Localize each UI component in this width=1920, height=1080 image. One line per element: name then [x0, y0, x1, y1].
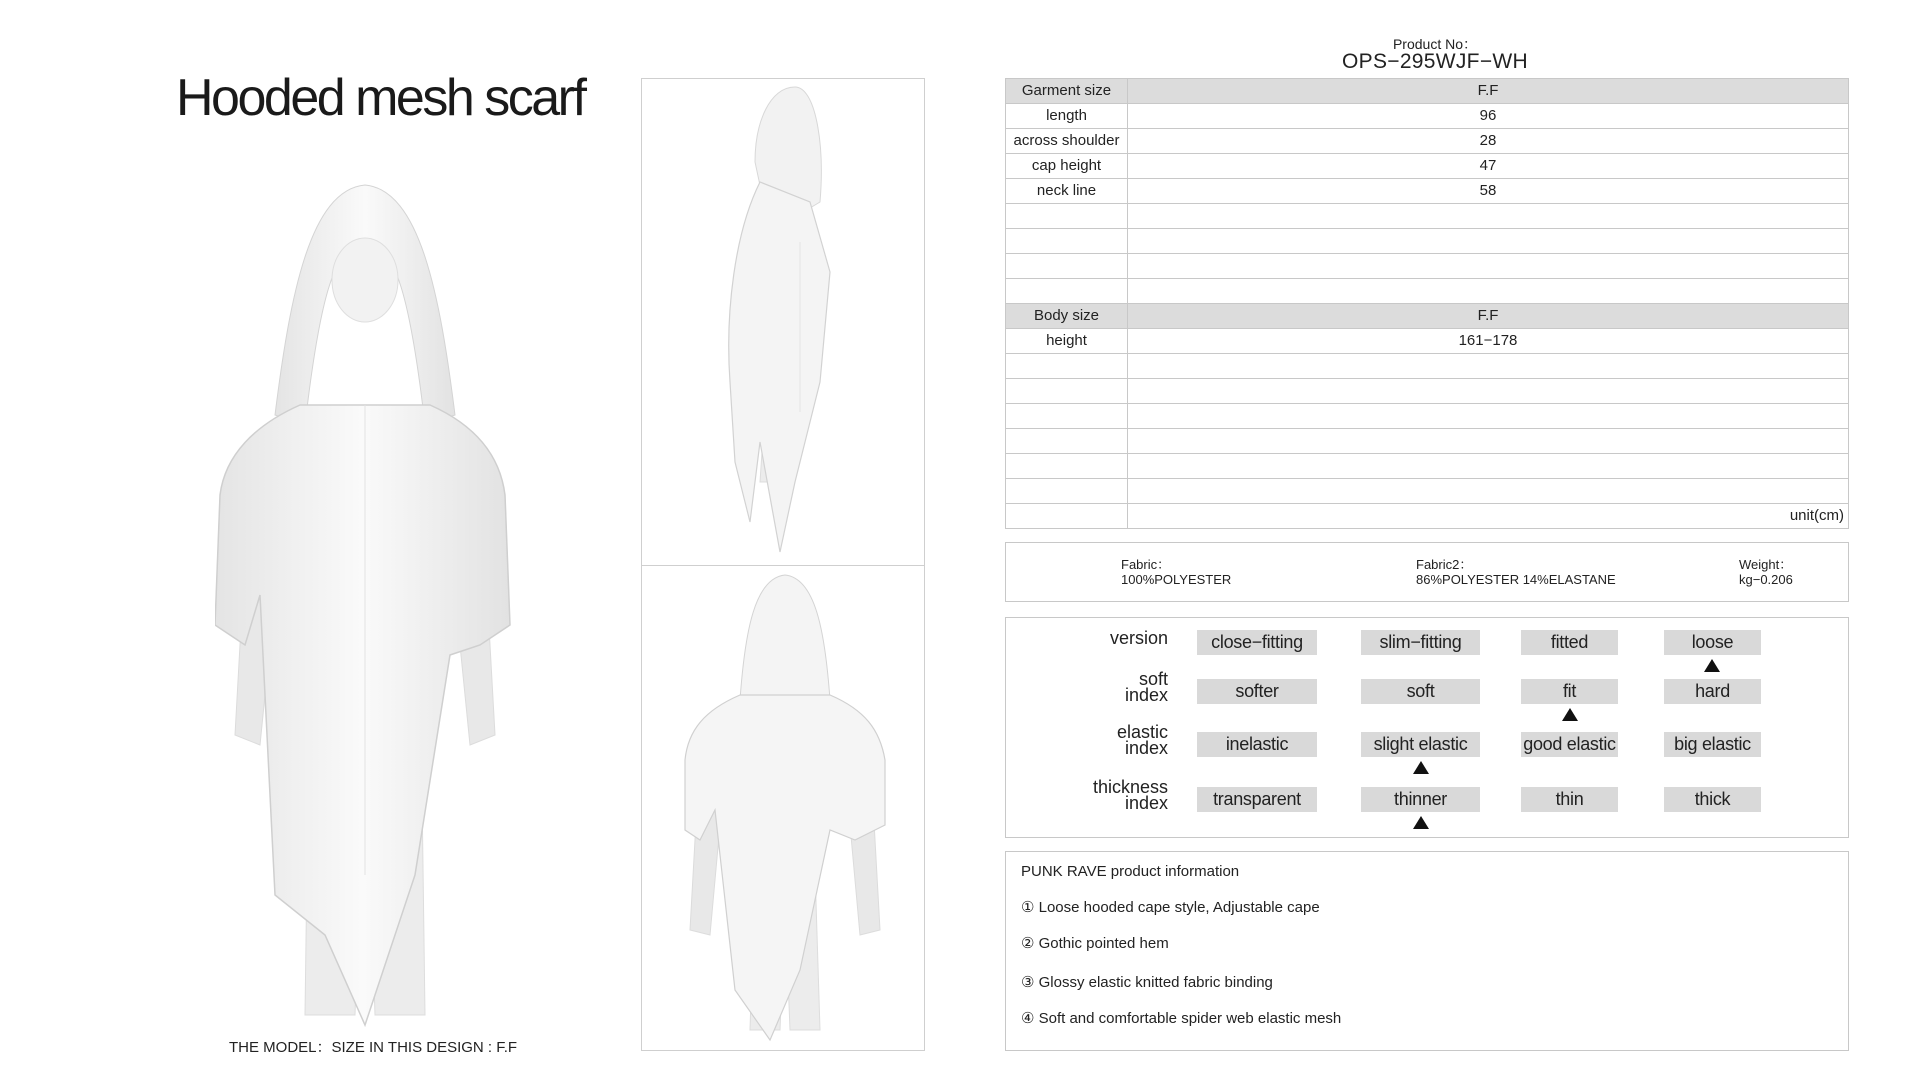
- empty-row: [1006, 204, 1849, 229]
- table-cell: [1128, 454, 1849, 479]
- thickness-index-row: [1006, 777, 1850, 817]
- fabric-2-value: 86%POLYESTER 14%ELASTANE: [1416, 572, 1616, 587]
- empty-row: [1006, 279, 1849, 304]
- index-option: hard: [1664, 679, 1761, 704]
- table-row: [1006, 329, 1849, 354]
- model-size-caption: THE MODEL：SIZE IN THIS DESIGN : F.F: [229, 1039, 518, 1056]
- table-cell: neck line: [1006, 179, 1128, 204]
- table-cell: [1006, 404, 1128, 429]
- index-label-line: index: [1124, 685, 1168, 705]
- selected-triangle-icon: [1413, 816, 1429, 829]
- fit-index-box: [1005, 617, 1849, 838]
- fabric-info-box: [1005, 542, 1849, 602]
- table-cell: [1006, 204, 1128, 229]
- empty-row: [1006, 254, 1849, 279]
- fabric-1-label: Fabric：: [1121, 557, 1171, 572]
- index-option: thick: [1664, 787, 1761, 812]
- table-cell: F.F: [1128, 79, 1849, 104]
- index-option: softer: [1197, 679, 1317, 704]
- table-cell: [1006, 429, 1128, 454]
- table-cell: [1006, 379, 1128, 404]
- empty-row: [1006, 429, 1849, 454]
- table-cell: [1128, 429, 1849, 454]
- table-cell: [1006, 354, 1128, 379]
- empty-row: [1006, 379, 1849, 404]
- table-cell: 96: [1128, 104, 1849, 129]
- garment-size-header-row: [1006, 79, 1849, 104]
- table-cell: [1006, 454, 1128, 479]
- product-number: OPS−295WJF−WH: [1342, 50, 1528, 73]
- table-cell: [1128, 379, 1849, 404]
- unit-label: unit(cm): [1128, 504, 1849, 529]
- empty-row: [1006, 404, 1849, 429]
- index-option: inelastic: [1197, 732, 1317, 757]
- empty-row: [1006, 229, 1849, 254]
- index-label-line: thickness: [1092, 777, 1168, 797]
- index-option: transparent: [1197, 787, 1317, 812]
- index-label-line: index: [1124, 793, 1168, 813]
- weight-value: kg−0.206: [1739, 572, 1793, 587]
- table-cell: [1128, 279, 1849, 304]
- table-cell: 28: [1128, 129, 1849, 154]
- index-label: [1125, 671, 1168, 703]
- index-label: [1110, 630, 1168, 646]
- table-row: [1006, 104, 1849, 129]
- table-cell: [1128, 229, 1849, 254]
- soft-index-row: [1006, 669, 1850, 709]
- size-table: [1005, 78, 1849, 529]
- page-title: Hooded mesh scarf: [176, 69, 585, 127]
- index-option: good elastic: [1521, 732, 1618, 757]
- info-heading: PUNK RAVE product information: [1021, 863, 1240, 880]
- index-option: thin: [1521, 787, 1618, 812]
- table-cell: [1006, 479, 1128, 504]
- index-label-line: elastic: [1116, 722, 1168, 742]
- index-option-selected: thinner: [1361, 787, 1480, 812]
- side-view-figure: [700, 82, 870, 560]
- fabric-2: [1416, 557, 1616, 587]
- photo-divider: [641, 565, 925, 566]
- mannequin-back-icon: [680, 570, 890, 1048]
- table-cell: [1128, 354, 1849, 379]
- fabric-1: [1121, 557, 1231, 587]
- back-view-figure: [680, 570, 890, 1048]
- table-cell: [1128, 479, 1849, 504]
- table-cell: length: [1006, 104, 1128, 129]
- index-label: [1093, 779, 1168, 811]
- elastic-index-row: [1006, 722, 1850, 762]
- table-row: [1006, 154, 1849, 179]
- weight-label: Weight：: [1739, 557, 1793, 572]
- mannequin-side-icon: [700, 82, 870, 560]
- index-option-selected: loose: [1664, 630, 1761, 655]
- info-item: ④ Soft and comfortable spider web elastic mesh: [1021, 1010, 1342, 1027]
- front-view-figure: [215, 175, 515, 1030]
- table-cell: [1006, 504, 1128, 529]
- info-item: ③ Glossy elastic knitted fabric binding: [1021, 974, 1273, 991]
- table-cell: across shoulder: [1006, 129, 1128, 154]
- table-row: [1006, 179, 1849, 204]
- table-cell: 161−178: [1128, 329, 1849, 354]
- index-option: fitted: [1521, 630, 1618, 655]
- index-label-line: index: [1124, 738, 1168, 758]
- version-index-row: [1006, 630, 1850, 660]
- fabric-2-label: Fabric2：: [1416, 557, 1473, 572]
- index-label-line: version: [1109, 628, 1168, 648]
- selected-triangle-icon: [1704, 659, 1720, 672]
- index-label-line: soft: [1138, 669, 1168, 689]
- table-cell: F.F: [1128, 304, 1849, 329]
- index-option-selected: fit: [1521, 679, 1618, 704]
- weight: [1739, 557, 1793, 587]
- table-cell: [1006, 279, 1128, 304]
- table-cell: [1006, 254, 1128, 279]
- unit-row: [1006, 504, 1849, 529]
- table-cell: Body size: [1006, 304, 1128, 329]
- table-cell: 47: [1128, 154, 1849, 179]
- index-option-selected: slight elastic: [1361, 732, 1480, 757]
- table-row: [1006, 129, 1849, 154]
- table-cell: Garment size: [1006, 79, 1128, 104]
- info-item: ② Gothic pointed hem: [1021, 935, 1169, 952]
- table-cell: height: [1006, 329, 1128, 354]
- index-option: soft: [1361, 679, 1480, 704]
- index-option: close−fitting: [1197, 630, 1317, 655]
- table-cell: [1006, 229, 1128, 254]
- empty-row: [1006, 479, 1849, 504]
- index-option: big elastic: [1664, 732, 1761, 757]
- selected-triangle-icon: [1562, 708, 1578, 721]
- empty-row: [1006, 354, 1849, 379]
- empty-row: [1006, 454, 1849, 479]
- selected-triangle-icon: [1413, 761, 1429, 774]
- body-size-header-row: [1006, 304, 1849, 329]
- table-cell: 58: [1128, 179, 1849, 204]
- product-info-box: [1005, 851, 1849, 1051]
- product-number-label: Product No：: [1392, 36, 1478, 52]
- table-cell: [1128, 404, 1849, 429]
- table-cell: [1128, 204, 1849, 229]
- mannequin-front-icon: [215, 175, 515, 1030]
- index-option: slim−fitting: [1361, 630, 1480, 655]
- table-cell: [1128, 254, 1849, 279]
- info-item: ① Loose hooded cape style, Adjustable cape: [1021, 899, 1320, 916]
- fabric-1-value: 100%POLYESTER: [1121, 572, 1232, 587]
- index-label: [1117, 724, 1168, 756]
- table-cell: cap height: [1006, 154, 1128, 179]
